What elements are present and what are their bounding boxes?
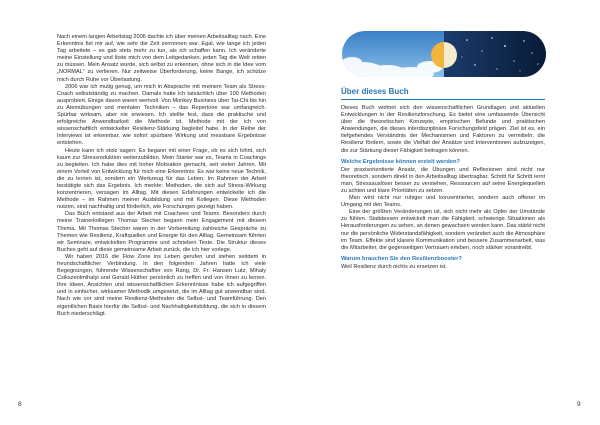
results-paragraph-1: Der praxisorientierte Ansatz, die Übungen und Reflexionen sind nicht nur theoretisch, sondern direkt in den Arbeitsalltag übertragbar. Schritt für Schritt lernt man, Stressauslöser besser zu verstehen, Ressourcen auf seine Energiequellen zu achten und klare Prioritäten zu setzen.: [341, 166, 545, 194]
page-number-left: 8: [18, 401, 22, 408]
left-paragraph-1: Nach einem langen Arbeitstag 2006 dachte ich über meinen Arbeitsalltag nach. Eine Erkenntnis fiel mir auf, wie sehr die Zeit zerronnen war. Egal, wie lange ich jeden Tag arbeitete – es gab stets mehr zu tun, als ich schaffen kann. Ich veränderte meine Einstellung und löste mich von dem Leitgedanken, jeden Tag die Welt retten zu müssen. Mein Ansatz wurde, sich selbst zu erkennen, ohne sich in die Idee vom „NORMAL“ zu verlieren. Nur zeitweise Überforderung, keine Bange, ich schütze mich durch Ruhe vor Überlastung.: [57, 34, 266, 83]
left-paragraph-2: 2006 war ich mutig genug, um mich in Absprache mit meinem Team als Stress-Coach selbstständig zu machen. Damals hatte ich tatsächlich über 100 Methoden ausprobiert. Einige davon waren wertvoll. Von Monkey Business über Tai-Chi bis hin zu Atemübungen und mentalen Techniken – das Repertoire war umfangreich. Spürbar wirksam, aber nie erwiesen. Ich stellte fest, dass die praktische und erfolgreiche Anwendbarkeit die Methode ist. Methode mit der ich von wissenschaftlich entwickelter Resilienz-Stärkung begleitet habe. In der Reihe der Interviews ist erkennbar, wie sofort spürbare Wirkung und messbare Ergebnisse entstehen.: [57, 83, 266, 147]
left-paragraph-3: Heute kann ich stolz sagen: Es begann mit einer Frage, ob es sich lohnt, sich kaum zur Stressreduktion weiterzubilden. Mein Starter war es, Teams in Coachings zu begleiten. Ich habe dies mit hoher Motivation gemacht, seit vielen Jahren. Mit einem Vorteil von Entwicklung für mich eine Erkenntnis: Es war keine neue Technik, die zu lernen ist, sondern ein Werkzeug für das Leben. Im Rahmen der Arbeit bestätigte sich das Ergebnis. Ich merkte: Methoden, die sich auf Stress-Wirkung konzentrieren, versagen im Alltag. Mit diesen Erfahrungen entwickelte ich die Methode – im Rahmen meiner Ausbildung und mit Kollegen. Diese Methoden nutzen, sind nachhaltig und förderlich, wie Forschungen gezeigt haben.: [57, 147, 266, 211]
intro-paragraph: Dieses Buch widmet sich den wissenschaftlichen Grundlagen und aktuellen Entwicklungen in der Resilienzforschung. Es bietet eine umfassende Übersicht über die theoretischen Konzepte, empirischen Befunde und praktischen Anwendungen, die dieses interdisziplinäre Forschungsfeld prägen. Ziel ist es, ein tiefgehendes Verständnis der Mechanismen und Faktoren zu vermitteln, die Resilienz fördern, sowie die Vielfalt der Ansätze und Interventionen aufzuzeigen, die zur Stärkung dieser Fähigkeit beitragen können.: [341, 105, 545, 154]
section-heading: Über dieses Buch: [341, 87, 409, 96]
right-page: [300, 0, 600, 425]
question-why-heading: Warum brauchen Sie den Resilienzbooster?: [341, 255, 462, 262]
results-paragraph-3: Eine der größten Veränderungen ist, sich nicht mehr als Opfer der Umstände zu fühlen. Stattdessen entwickelt man die Fähigkeit, schwierige Situationen als Herausforderungen zu sehen, an denen gewachsen werden kann. Das stärkt nicht nur die persönliche Widerstandsfähigkeit, sondern verändert auch die Atmosphäre im Team. Effekte sind klarere Kommunikation und bessere Zusammenarbeit, was die Mitarbeiter, die gegenseitigen Vertrauen erleben, noch stärker vorantreibt.: [341, 209, 545, 251]
left-text-column: [57, 34, 266, 318]
page-number-right: 9: [577, 401, 581, 408]
why-answer: Weil Resilienz durch nichts zu ersetzen ist.: [341, 263, 447, 270]
left-paragraph-4: Das Buch entstand aus der Arbeit mit Coachees und Teams. Besonders durch meine Trainerkollegen Thomas Stecher begann mein Engagement mit diesem Thema. Mit Thomas Stecher waren in der Vorbereitung zahlreiche Gespräche zu Themen wie Resilienz, Kraftquellen und Energie für den Alltag. Gemeinsam führten wir Seminare, entwickelten Programme und schrieben Texte. Die Struktur dieses Buches geht auf diese gemeinsame Arbeit zurück, die ich hier vorlege.: [57, 211, 266, 253]
question-results-heading: Welche Ergebnisse können erzielt werden?: [341, 158, 461, 165]
right-text-column: [341, 105, 545, 271]
results-paragraph-2: Man wird nicht nur ruhiger und konzentrierter, sondern auch offener im Umgang mit den Teams.: [341, 195, 545, 209]
left-paragraph-5: Wir haben 2016 die Flow Zone ins Leben gerufen und stehen seitdem in freundschaftlicher Verbindung. In den folgenden Jahren hatte ich viele Begegnungen, führende Wissenschaftler von Rang, Dr. Fr. Hansen Lutz, Mihaly Csikszentmihalyi und Gerald Hüther persönlich zu treffen und von ihnen zu lernen. Ihre Ideen, Ansichten und wissenschaftlichen Erkenntnisse habe ich aufgegriffen und in einfacher, wirksamer Methodik umgesetzt, die im Alltag gut anwendbar sind. Nach wie vor sind meine Resilienz-Methoden die Selbst- und Teamführung. Den eigentlichen Basis hierfür die Selbst- und Nachhaltigkeitsbildung, die sich in diesem Buch niederschlägt.: [57, 253, 266, 317]
